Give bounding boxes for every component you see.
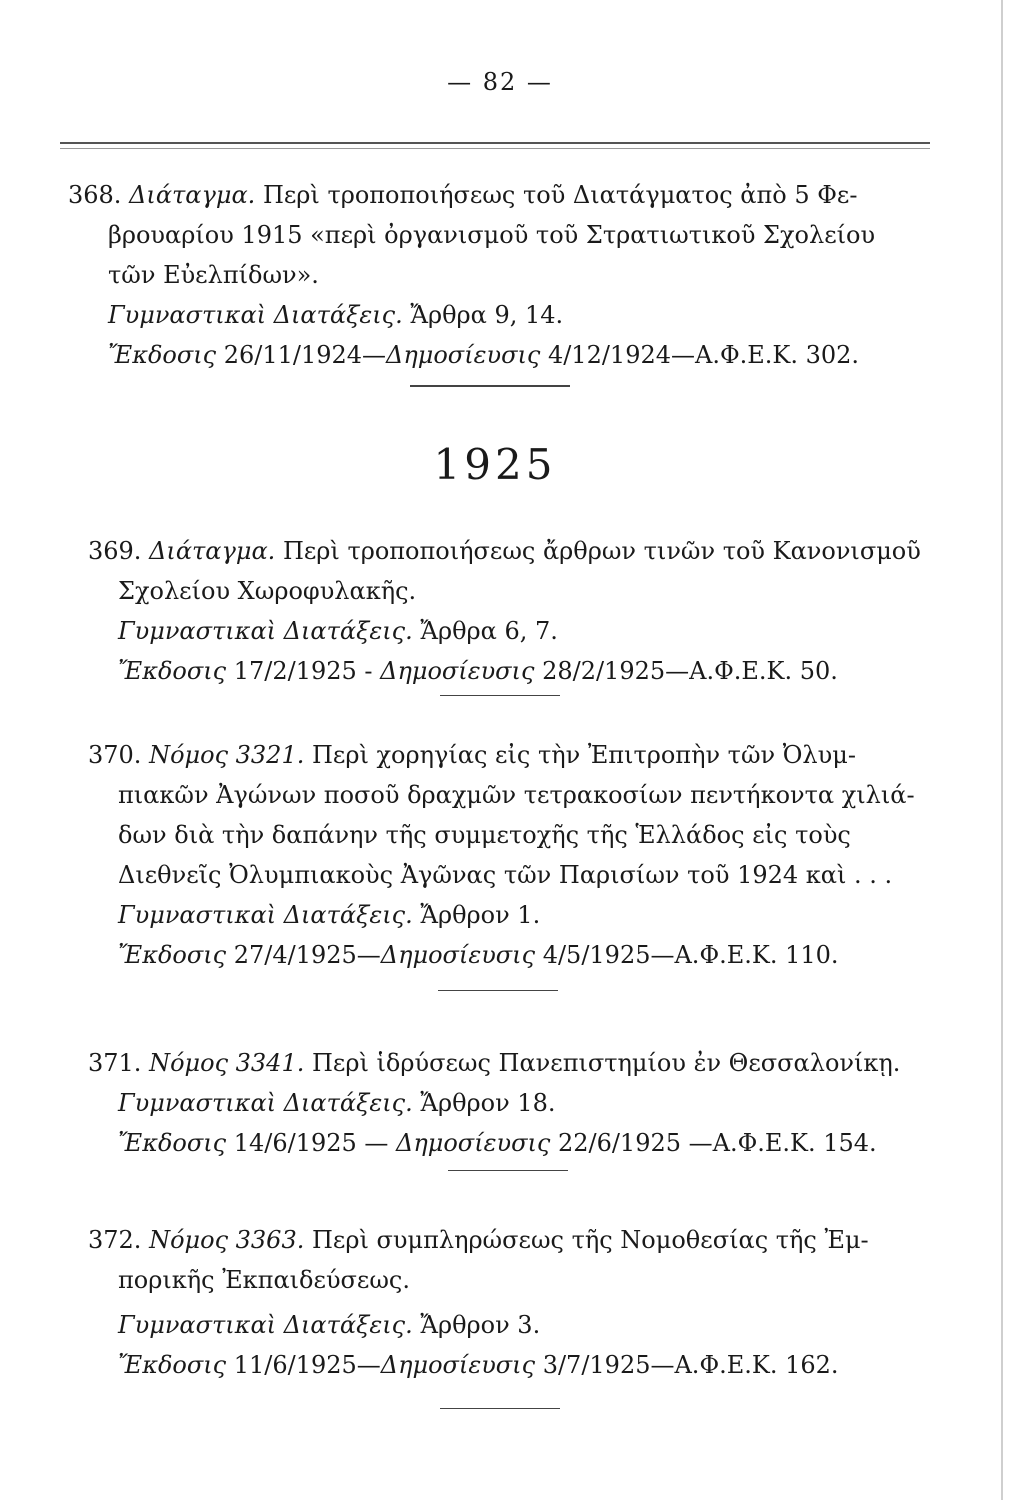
provisions-label: Γυμναστικαὶ Διατάξεις. (108, 301, 403, 329)
entry-first-line (88, 536, 921, 566)
issue-date: 17/2/1925 - (233, 657, 373, 685)
entry-number: 369. (88, 537, 142, 565)
issue-date: 11/6/1925— (233, 1351, 381, 1379)
provisions-value: Ἄρθρα 9, 14. (410, 301, 564, 329)
publication-value: 4/5/1925—Α.Φ.Ε.Κ. 110. (542, 941, 839, 969)
entry-first-line (88, 1225, 869, 1255)
separator (448, 1170, 568, 1171)
issue-date: 14/6/1925 — (233, 1129, 389, 1157)
provisions-line (118, 1088, 555, 1118)
issue-line (108, 340, 859, 370)
issue-label: Ἔκδοσις (108, 341, 217, 369)
separator (440, 695, 560, 696)
publication-value: 28/2/1925—Α.Φ.Ε.Κ. 50. (542, 657, 838, 685)
publication-label: Δημοσίευσις (380, 941, 536, 969)
issue-date: 26/11/1924— (223, 341, 387, 369)
year-heading: 1925 (433, 440, 557, 489)
issue-label: Ἔκδοσις (118, 941, 227, 969)
entry-text: Περὶ ἱδρύσεως Πανεπιστημίου ἐν Θεσσαλονίκῃ. (312, 1049, 901, 1077)
separator (440, 1408, 560, 1409)
entry-text: Σχολείου Χωροφυλακῆς. (118, 577, 417, 605)
issue-line (118, 656, 838, 686)
header-rule (60, 142, 930, 144)
issue-label: Ἔκδοσις (118, 1351, 227, 1379)
issue-line (118, 1128, 877, 1158)
entry-text: πιακῶν Ἀγώνων ποσοῦ δραχμῶν τετρακοσίων πεντήκοντα χιλιά- (118, 781, 915, 809)
entry-first-line (88, 1048, 900, 1078)
provisions-value: Ἄρθρα 6, 7. (420, 617, 558, 645)
entry-text: βρουαρίου 1915 «περὶ ὀργανισμοῦ τοῦ Στρατιωτικοῦ Σχολείου (108, 221, 876, 249)
provisions-value: Ἄρθρον 18. (420, 1089, 556, 1117)
page-edge (1001, 0, 1003, 1500)
entry-type: Νόμος 3341. (149, 1049, 305, 1077)
issue-line (118, 1350, 839, 1380)
issue-date: 27/4/1925— (233, 941, 381, 969)
publication-label: Δημοσίευσις (380, 657, 535, 685)
header-rule-thin (60, 148, 930, 149)
provisions-line (118, 900, 540, 930)
issue-label: Ἔκδοσις (118, 657, 227, 685)
issue-line (118, 940, 839, 970)
entry-text: Περὶ τροποποιήσεως ἄρθρων τινῶν τοῦ Κανονισμοῦ (282, 537, 921, 565)
separator (438, 990, 558, 991)
entry-type: Νόμος 3363. (149, 1226, 305, 1254)
provisions-label: Γυμναστικαὶ Διατάξεις. (118, 901, 413, 929)
entry-number: 372. (88, 1226, 142, 1254)
entry-first-line (88, 740, 856, 770)
entry-text: πορικῆς Ἐκπαιδεύσεως. (118, 1266, 410, 1294)
entry-type: Διάταγμα. (129, 181, 256, 209)
entry-text: δων διὰ τὴν δαπάνην τῆς συμμετοχῆς τῆς Ἑλλάδος εἰς τοὺς (118, 821, 851, 849)
publication-value: 3/7/1925—Α.Φ.Ε.Κ. 162. (542, 1351, 839, 1379)
publication-label: Δημοσίευσις (380, 1351, 536, 1379)
provisions-value: Ἄρθρον 1. (420, 901, 541, 929)
entry-text: Περὶ συμπληρώσεως τῆς Νομοθεσίας τῆς Ἐμ- (312, 1226, 869, 1254)
provisions-line (118, 1310, 540, 1340)
publication-value: 22/6/1925 —Α.Φ.Ε.Κ. 154. (557, 1129, 877, 1157)
separator (410, 385, 570, 387)
provisions-value: Ἄρθρον 3. (420, 1311, 541, 1339)
provisions-line (118, 616, 558, 646)
entry-number: 370. (88, 741, 142, 769)
entry-number: 371. (88, 1049, 142, 1077)
publication-label: Δημοσίευσις (396, 1129, 551, 1157)
publication-label: Δημοσίευσις (386, 341, 541, 369)
issue-label: Ἔκδοσις (118, 1129, 227, 1157)
entry-first-line (68, 180, 857, 210)
entry-number: 368. (68, 181, 122, 209)
provisions-label: Γυμναστικαὶ Διατάξεις. (118, 1311, 413, 1339)
provisions-label: Γυμναστικαὶ Διατάξεις. (118, 1089, 413, 1117)
provisions-line (108, 300, 563, 330)
entry-text: τῶν Εὐελπίδων». (108, 261, 319, 289)
entry-type: Διάταγμα. (149, 537, 276, 565)
entry-text: Περὶ χορηγίας εἰς τὴν Ἐπιτροπὴν τῶν Ὀλυμ- (312, 741, 856, 769)
entry-text: Διεθνεῖς Ὀλυμπιακοὺς Ἀγῶνας τῶν Παρισίων τοῦ 1924 καὶ . . . (118, 861, 893, 889)
page-number: — 82 — (447, 68, 553, 96)
entry-text: Περὶ τροποποιήσεως τοῦ Διατάγματος ἀπὸ 5 Φε- (262, 181, 858, 209)
publication-value: 4/12/1924—Α.Φ.Ε.Κ. 302. (547, 341, 860, 369)
entry-type: Νόμος 3321. (149, 741, 305, 769)
provisions-label: Γυμναστικαὶ Διατάξεις. (118, 617, 413, 645)
